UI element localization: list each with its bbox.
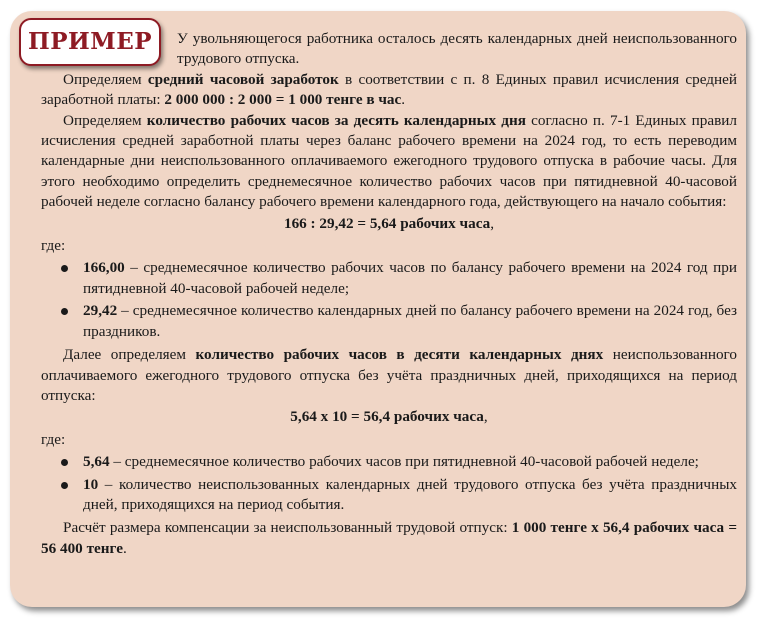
definitions-list-2 bbox=[41, 452, 737, 515]
working-hours-paragraph: Определяем количество рабочих часов за десять календарных дня согласно п. 7-1 Единых правил исчисления средней заработной платы через баланс рабочего времени на 2024 год, то есть переводим календарные дни неиспользованного оплачиваемого ежегодного трудового отпуска в рабочие часы. Для этого необходимо определить среднемесячное количество рабочих часов при пятидневной 40-часовой рабочей неделе согласно балансу рабочего времени календарного года, действующего на начало события: bbox=[41, 111, 737, 211]
list-item: 29,42 – среднемесячное количество календарных дней по балансу рабочего времени на 2024 год, без праздников. bbox=[41, 301, 737, 342]
list-item: 5,64 – среднемесячное количество рабочих часов при пятидневной 40-часовой рабочей неделе; bbox=[41, 452, 737, 472]
formula-1: 166 : 29,42 = 5,64 рабочих часа, bbox=[283, 214, 495, 232]
example-card bbox=[10, 11, 746, 607]
bullet-icon bbox=[61, 459, 68, 466]
list-item: 166,00 – среднемесячное количество рабочих часов по балансу рабочего времени на 2024 год при пятидневной 40-часовой рабочей неделе; bbox=[41, 258, 737, 299]
hourly-earnings-paragraph: Определяем средний часовой заработок в соответствии с п. 8 Единых правил исчисления средней заработной платы: 2 000 000 : 2 000 = 1 000 тенге в час. bbox=[41, 70, 737, 109]
example-content bbox=[41, 29, 737, 559]
bullet-icon bbox=[61, 265, 68, 272]
bullet-icon bbox=[61, 308, 68, 315]
where-label-1: где: bbox=[41, 237, 66, 255]
compensation-paragraph: Расчёт размера компенсации за неиспользованный трудовой отпуск: 1 000 тенге х 56,4 рабочих часа = 56 400 тенге. bbox=[41, 519, 737, 557]
where-label-2: где: bbox=[41, 430, 66, 448]
list-item: 10 – количество неиспользованных календарных дней трудового отпуска без учёта праздничных дней, приходящихся на период события. bbox=[41, 475, 737, 516]
example-badge: ПРИМЕР bbox=[19, 18, 161, 66]
formula-2: 5,64 х 10 = 56,4 рабочих часа, bbox=[290, 408, 488, 426]
ten-days-hours-paragraph: Далее определяем количество рабочих часов в десяти календарных днях неиспользованного оплачиваемого ежегодного трудового отпуска без учёта праздничных дней, приходящихся на период отпуска: bbox=[41, 346, 737, 404]
intro-paragraph: У увольняющегося работника осталось десять календарных дней неиспользованного трудового отпуска. bbox=[177, 30, 737, 68]
bullet-icon bbox=[61, 482, 68, 489]
definitions-list-1 bbox=[41, 258, 737, 342]
